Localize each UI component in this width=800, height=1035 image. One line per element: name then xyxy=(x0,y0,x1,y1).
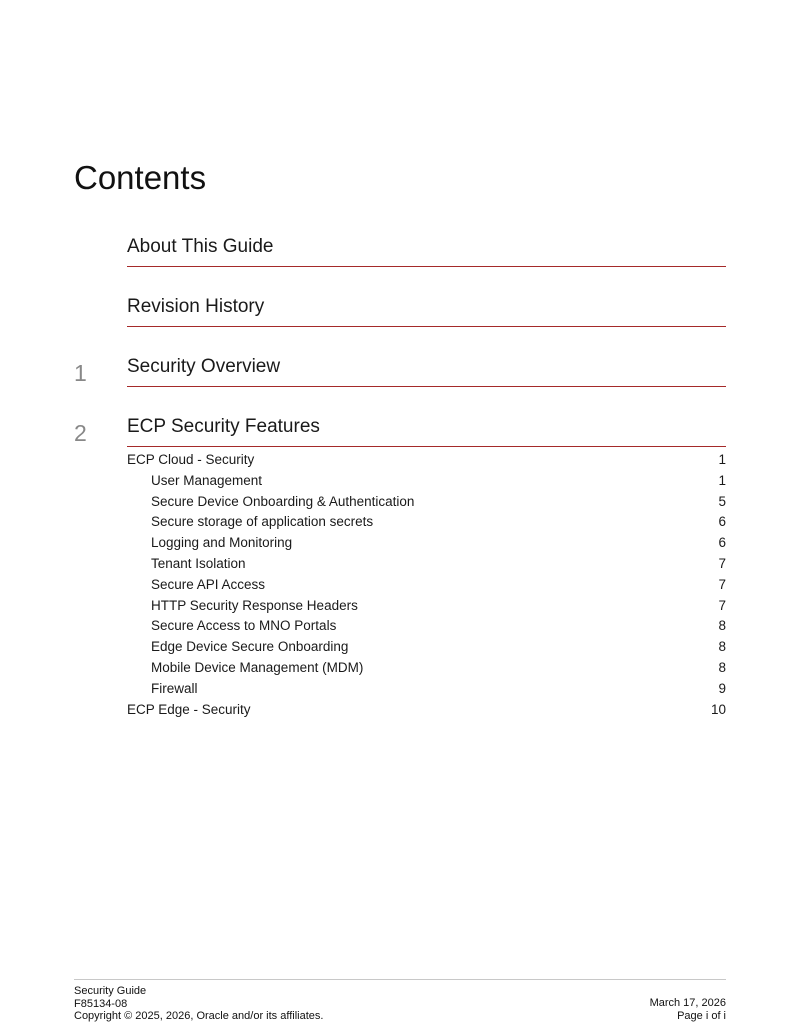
footer-page-label: Page i of i xyxy=(677,1009,726,1022)
toc-entry-title: Logging and Monitoring xyxy=(151,535,293,551)
toc-entry-secure-api-access[interactable] xyxy=(127,575,726,596)
chapter-divider xyxy=(127,446,726,447)
toc-entry-page: 7 xyxy=(718,555,726,571)
toc-entry-title: User Management xyxy=(151,472,263,488)
toc-entry-page: 10 xyxy=(710,701,726,717)
chapter-title[interactable]: About This Guide xyxy=(127,236,274,257)
toc-entry-title: Secure Device Onboarding & Authentication xyxy=(151,493,415,509)
chapter-about-this-guide[interactable] xyxy=(74,236,726,276)
footer-date: March 17, 2026 xyxy=(649,997,726,1009)
footer-copyright: Copyright © 2025, 2026, Oracle and/or its affiliates. xyxy=(74,1010,324,1022)
toc-entry-page: 1 xyxy=(718,452,726,467)
footer-doc-title: Security Guide xyxy=(74,985,147,997)
chapter-revision-history[interactable] xyxy=(74,296,726,336)
toc-entry-ecp-edge-security[interactable] xyxy=(127,700,726,721)
toc-entry-page: 8 xyxy=(718,659,726,675)
page-footer xyxy=(74,979,726,1022)
toc-entry-firewall[interactable] xyxy=(127,679,726,700)
toc-entry-mdm[interactable] xyxy=(127,658,726,679)
chapter-title[interactable]: Security Overview xyxy=(127,356,281,377)
toc-entry-title: Secure storage of application secrets xyxy=(151,514,374,530)
toc-entry-page: 6 xyxy=(718,514,726,530)
toc-entry-ecp-cloud-security[interactable] xyxy=(127,450,726,471)
chapter-divider xyxy=(127,266,726,267)
toc-entry-title: Mobile Device Management (MDM) xyxy=(151,659,364,675)
toc-entry-page: 5 xyxy=(718,493,726,509)
toc-entry-title: ECP Cloud - Security xyxy=(127,452,255,467)
toc-entry-title: Secure Access to MNO Portals xyxy=(151,618,337,634)
toc-entry-title: Firewall xyxy=(151,680,198,696)
chapter-number: 1 xyxy=(74,360,87,386)
toc-entry-edge-device-onboarding[interactable] xyxy=(127,637,726,658)
chapter-divider xyxy=(127,326,726,327)
toc-entry-mno-portals[interactable] xyxy=(127,616,726,637)
toc-entry-page: 8 xyxy=(718,618,726,634)
footer-right xyxy=(650,997,726,1022)
toc-entry-logging-monitoring[interactable] xyxy=(127,533,726,554)
toc-entry-user-management[interactable] xyxy=(127,471,726,492)
chapter-number: 2 xyxy=(74,420,87,446)
page-title: Contents xyxy=(74,159,207,196)
toc-entry-title: Edge Device Secure Onboarding xyxy=(151,639,349,655)
toc-entry-title: Secure API Access xyxy=(151,576,266,592)
chapter-divider xyxy=(127,386,726,387)
toc-entry-page: 7 xyxy=(718,576,726,592)
chapter-title[interactable]: Revision History xyxy=(127,296,265,317)
toc-entry-secure-storage[interactable] xyxy=(127,512,726,533)
toc-entry-http-security-headers[interactable] xyxy=(127,596,726,617)
toc-entry-page: 7 xyxy=(718,597,726,613)
toc-entry-title: Tenant Isolation xyxy=(151,555,246,571)
chapter-title[interactable]: ECP Security Features xyxy=(127,416,320,437)
toc-entry-page: 1 xyxy=(718,472,726,488)
footer-doc-id: F85134-08 xyxy=(74,997,128,1010)
toc-entry-secure-device-onboarding[interactable] xyxy=(127,492,726,513)
chapter-security-overview[interactable] xyxy=(74,356,726,396)
footer-left xyxy=(74,985,323,1023)
toc-entry-page: 6 xyxy=(718,535,726,551)
toc-entry-page: 8 xyxy=(718,639,726,655)
toc-entry-page: 9 xyxy=(718,680,726,696)
toc-entry-title: ECP Edge - Security xyxy=(127,701,251,717)
toc-entry-list xyxy=(127,450,726,720)
toc-entry-tenant-isolation[interactable] xyxy=(127,554,726,575)
toc-entry-title: HTTP Security Response Headers xyxy=(151,597,358,613)
